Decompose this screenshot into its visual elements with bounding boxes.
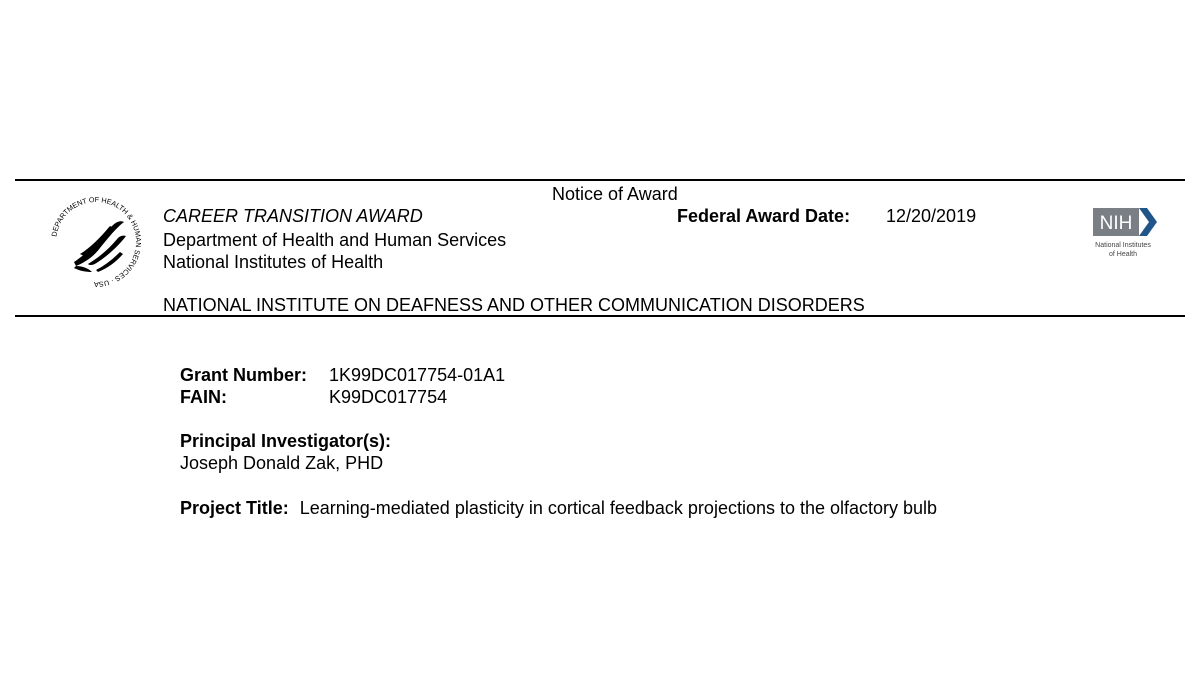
hhs-seal-icon xyxy=(46,192,146,292)
nih-logo-mark: NIH xyxy=(1099,213,1133,234)
fain-label: FAIN: xyxy=(180,387,227,407)
project-title-value: Learning-mediated plasticity in cortical feedback projections to the olfactory bulb xyxy=(299,498,938,518)
hhs-seal-text: DEPARTMENT OF HEALTH & HUMAN SERVICES · USA xyxy=(49,194,144,290)
nih-caption-line1: National Institutes xyxy=(1095,242,1151,249)
header-top-rule xyxy=(15,179,1185,181)
award-type: CAREER TRANSITION AWARD xyxy=(163,206,423,226)
principal-investigator-name: Joseph Donald Zak, PHD xyxy=(180,453,384,473)
agency-name: National Institutes of Health xyxy=(163,252,384,272)
nih-logo-icon xyxy=(1085,206,1165,260)
federal-award-date-label: Federal Award Date: xyxy=(677,206,851,226)
notice-title: Notice of Award xyxy=(552,184,678,204)
project-title-label: Project Title: xyxy=(180,498,289,518)
department-name: Department of Health and Human Services xyxy=(163,230,507,250)
institute-name: NATIONAL INSTITUTE ON DEAFNESS AND OTHER COMMUNICATION DISORDERS xyxy=(163,295,865,315)
nih-caption-line2: of Health xyxy=(1108,251,1138,258)
principal-investigator-label: Principal Investigator(s): xyxy=(180,431,392,451)
federal-award-date-value: 12/20/2019 xyxy=(886,206,977,226)
grant-number-label: Grant Number: xyxy=(180,365,308,385)
fain-value: K99DC017754 xyxy=(329,387,448,407)
grant-number-value: 1K99DC017754-01A1 xyxy=(329,365,506,385)
project-title-row xyxy=(180,497,937,519)
